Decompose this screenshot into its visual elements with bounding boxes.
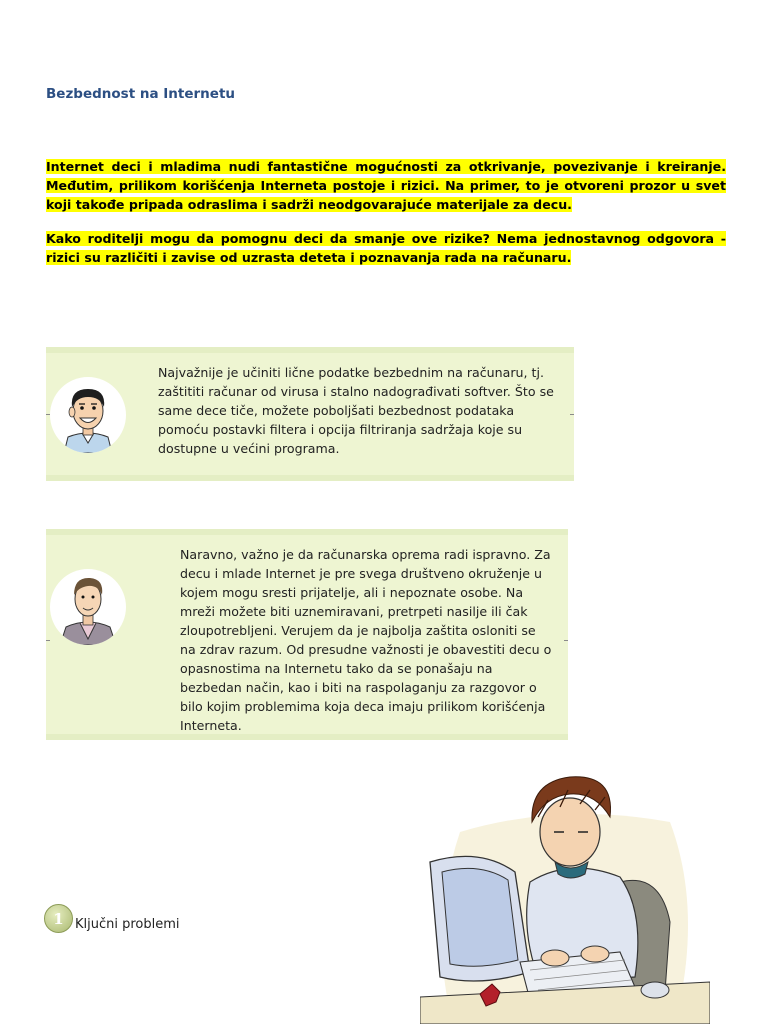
tip-box-2	[46, 529, 568, 740]
smiling-man-icon	[50, 377, 126, 453]
young-man-icon	[50, 569, 126, 645]
intro-paragraph-1: Internet deci i mladima nudi fantastične mogućnosti za otkrivanje, povezivanje i kreiranje. Međutim, prilikom korišćenja Interneta postoje i rizici. Na primer, to je otvoreni prozor u svet koji takođe pripada odraslima i sadrži neodgovarajuće materijale za decu.	[46, 159, 726, 212]
boy-at-computer-illustration	[420, 762, 710, 1024]
tip-box-1	[46, 347, 574, 481]
section-number-icon: 1	[44, 904, 73, 933]
key-problems-heading	[44, 904, 180, 933]
tip-text-2: Naravno, važno je da računarska oprema radi ispravno. Za decu i mlade Internet je pre svega društveno okruženje u kojem mogu sresti prijatelje, ali i nepoznate osobe. Na mreži možete biti uznemiravani, pretrpeti nasilje ili čak zloupotrebljeni. Verujem da je najbolja zaštita osloniti se na zdrav razum. Od presudne važnosti je obavestiti decu o opasnostima na Internetu tako da se ponašaju na bezbedan način, kao i biti na raspolaganju za razgovor o bilo kojim problemima koja deca imaju prilikom korišćenja Interneta.	[180, 547, 552, 733]
intro-paragraph-2: Kako roditelji mogu da pomognu deci da smanje ove rizike? Nema jednostavnog odgovora - rizici su različiti i zavise od uzrasta deteta i poznavanja rada na računaru.	[46, 231, 726, 265]
key-problems-label: Ključni problemi	[75, 917, 180, 932]
tip-text-1: Najvažnije je učiniti lične podatke bezbednim na računaru, tj. zaštititi računar od virusa i stalno nadograđivati softver. Što se same dece tiče, možete poboljšati bezbednost podataka pomoću postavki filtera i opcija filtriranja sadržaja koje su dostupne u većini programa.	[158, 365, 554, 456]
page-title: Bezbednost na Internetu	[46, 86, 236, 102]
